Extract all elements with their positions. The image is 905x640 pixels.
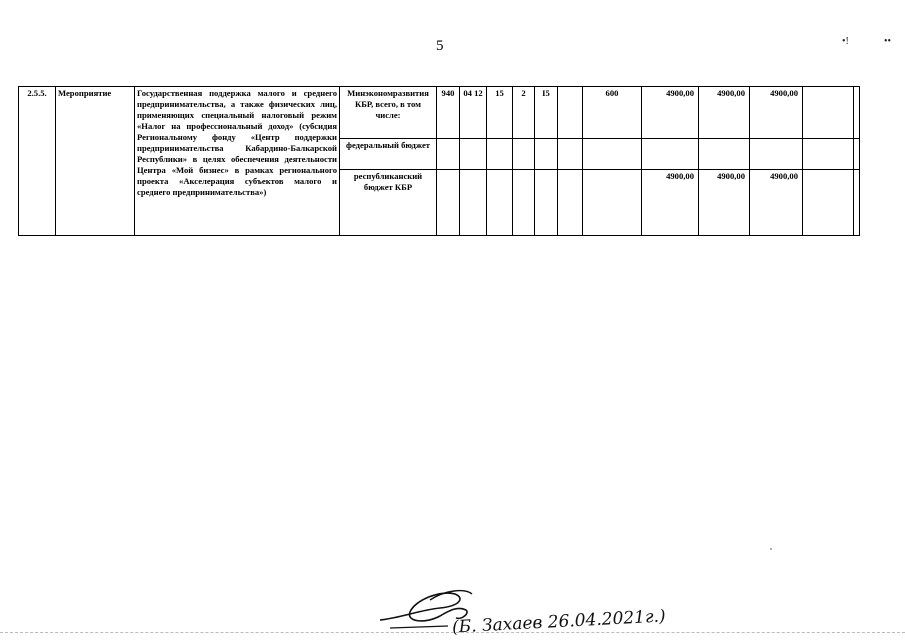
corner-mark-right: •• [884, 36, 892, 47]
grbs-cell [437, 170, 460, 236]
row-description: Государственная поддержка малого и среднего предпринимательства, а также физических лиц, применяющих специальный налоговый режим «Налог на профессиональный доход» (субсидия Региональному фонду «Центр поддержки предпринимательства Кабардино-Балкарской Республики» в целях обеспечения деятельности Центра «Мой бизнес» в рамках регионального проекта «Акселерация субъектов малого и среднего предпринимательства») [135, 87, 340, 236]
value-cell [854, 139, 860, 170]
row-type: Мероприятие [56, 87, 135, 236]
signature-note: (Б. Захаев 26.04.2021г.) [451, 606, 667, 638]
grbs-cell [437, 139, 460, 170]
value-cell [803, 170, 854, 236]
bottom-edge-line [0, 632, 905, 633]
vr-cell [583, 139, 642, 170]
org-cell: Минэкономразвития КБР, всего, в том числе: [340, 87, 437, 139]
rzpr-cell [460, 139, 487, 170]
value-cell: 4900,00 [642, 87, 699, 139]
value-cell: 4900,00 [699, 170, 750, 236]
value-cell [854, 170, 860, 236]
code-cell [487, 139, 513, 170]
scan-dot [770, 548, 772, 550]
rzpr-cell: 04 12 [460, 87, 487, 139]
table-row [19, 87, 860, 139]
org-cell: республиканский бюджет КБР [340, 170, 437, 236]
code-cell [513, 170, 535, 236]
row-number: 2.5.5. [19, 87, 56, 236]
value-cell [854, 87, 860, 139]
budget-table [18, 86, 860, 236]
vr-cell: 600 [583, 87, 642, 139]
page-number: 5 [436, 38, 444, 54]
org-cell: федеральный бюджет [340, 139, 437, 170]
code-cell [535, 139, 558, 170]
grbs-cell: 940 [437, 87, 460, 139]
code-cell [535, 170, 558, 236]
value-cell: 4900,00 [642, 170, 699, 236]
code-cell [487, 170, 513, 236]
value-cell [750, 139, 803, 170]
value-cell [642, 139, 699, 170]
value-cell: 4900,00 [699, 87, 750, 139]
code-cell: 15 [487, 87, 513, 139]
code-cell [558, 139, 583, 170]
corner-mark-left: •! [842, 36, 849, 47]
code-cell [558, 87, 583, 139]
value-cell: 4900,00 [750, 87, 803, 139]
rzpr-cell [460, 170, 487, 236]
value-cell [699, 139, 750, 170]
code-cell: 2 [513, 87, 535, 139]
value-cell [803, 87, 854, 139]
code-cell [558, 170, 583, 236]
vr-cell [583, 170, 642, 236]
code-cell [513, 139, 535, 170]
value-cell: 4900,00 [750, 170, 803, 236]
code-cell: I5 [535, 87, 558, 139]
value-cell [803, 139, 854, 170]
